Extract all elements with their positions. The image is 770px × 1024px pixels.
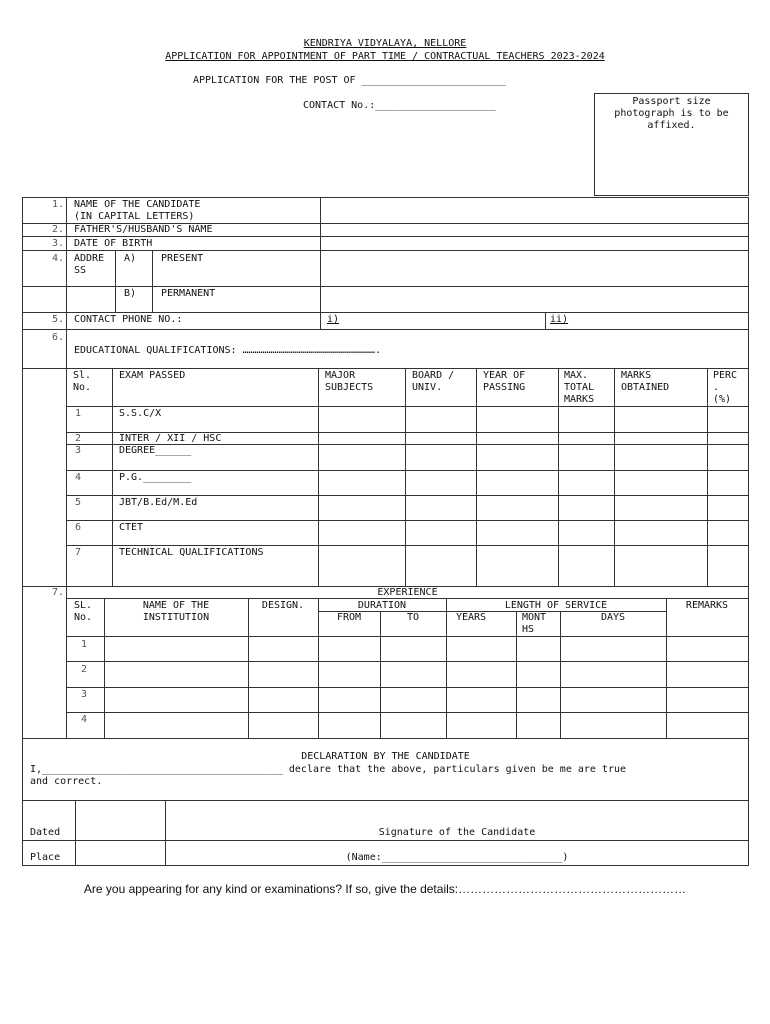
form-title: APPLICATION FOR APPOINTMENT OF PART TIME / CONTRACTUAL TEACHERS 2023-2024: [165, 51, 605, 62]
dated-label: Dated: [30, 827, 61, 838]
experience-title: EXPERIENCE: [377, 587, 438, 598]
row-number: 5.: [52, 314, 65, 325]
edu-header-year: YEAR OF PASSING: [483, 370, 526, 393]
permanent-address-label: PERMANENT: [161, 288, 216, 299]
edu-header-max-marks: MAX. TOTAL MARKS: [564, 370, 595, 405]
declaration-text: I,________________________________________ declare that the above, particulars given be me are true and correct.: [30, 764, 627, 787]
school-name: KENDRIYA VIDYALAYA, NELLORE: [303, 38, 467, 49]
edu-row-sl: 1: [75, 408, 82, 419]
edu-row-exam: S.S.C/X: [119, 408, 162, 419]
present-address-label: PRESENT: [161, 253, 204, 264]
phone-1-field[interactable]: i): [327, 314, 340, 325]
edu-header-subjects: MAJOR SUBJECTS: [325, 370, 374, 393]
row-number: 3.: [52, 238, 65, 249]
dob-field[interactable]: [322, 238, 746, 249]
exp-row-sl: 2: [81, 664, 88, 675]
exp-header-years: YEARS: [455, 612, 487, 623]
exp-header-remarks: REMARKS: [685, 600, 729, 611]
dob-label: DATE OF BIRTH: [74, 238, 153, 249]
exp-header-from: FROM: [336, 612, 362, 623]
exp-row-sl: 4: [81, 714, 88, 725]
place-field[interactable]: [77, 842, 164, 864]
edu-row-exam: INTER / XII / HSC: [119, 433, 222, 444]
edu-row-sl: 7: [75, 547, 82, 558]
exp-header-to: TO: [406, 612, 420, 623]
candidate-name-field[interactable]: [322, 199, 746, 221]
exp-row-sl: 1: [81, 639, 88, 650]
edu-row-sl: 4: [75, 472, 82, 483]
exp-header-design: DESIGN.: [261, 600, 305, 611]
candidate-name-label: NAME OF THE CANDIDATE (IN CAPITAL LETTERS): [74, 199, 201, 222]
edu-row-exam: TECHNICAL QUALIFICATIONS: [119, 547, 264, 558]
exp-header-length: LENGTH OF SERVICE: [504, 600, 608, 611]
edu-row-exam: CTET: [119, 522, 144, 533]
address-a-marker: A): [124, 253, 137, 264]
dated-field[interactable]: [77, 802, 164, 839]
permanent-address-field[interactable]: [322, 288, 746, 311]
row-number: 2.: [52, 224, 65, 235]
exp-header-days: DAYS: [600, 612, 626, 623]
exam-details-question: Are you appearing for any kind or examinations? If so, give the details:…………………………………………………: [83, 882, 687, 896]
row-number: 1.: [52, 199, 65, 210]
edu-row-sl: 6: [75, 522, 82, 533]
exp-row-sl: 3: [81, 689, 88, 700]
edu-row-exam: P.G.________: [119, 472, 192, 483]
edu-header-exam: EXAM PASSED: [119, 370, 186, 381]
photo-box[interactable]: [594, 93, 749, 196]
row-number: 6.: [52, 332, 65, 343]
exp-header-sl: SL. No.: [74, 600, 93, 623]
candidate-name-line[interactable]: (Name:______________________________): [345, 852, 569, 863]
post-field[interactable]: APPLICATION FOR THE POST OF ________________________: [193, 75, 507, 86]
address-label: ADDRE SS: [74, 253, 105, 276]
row-number: 7.: [52, 587, 65, 598]
address-b-marker: B): [124, 288, 137, 299]
phone-label: CONTACT PHONE NO.:: [74, 314, 183, 325]
present-address-field[interactable]: [322, 252, 746, 285]
exp-header-months: MONT HS: [522, 612, 547, 635]
edu-header-sl: Sl. No.: [73, 370, 92, 393]
row-number: 4.: [52, 253, 65, 264]
edu-header-percent: PERC . (%): [713, 370, 738, 405]
father-name-field[interactable]: [322, 224, 746, 235]
edu-row-exam: JBT/B.Ed/M.Ed: [119, 497, 198, 508]
contact-field[interactable]: CONTACT No.:____________________: [303, 100, 496, 111]
edu-header-board: BOARD / UNIV.: [412, 370, 455, 393]
declaration-title: DECLARATION BY THE CANDIDATE: [301, 751, 470, 762]
edu-row-sl: 5: [75, 497, 82, 508]
edu-row-exam: DEGREE______: [119, 445, 192, 456]
exp-header-institution: NAME OF THE INSTITUTION: [142, 600, 210, 623]
edu-qualifications-label: EDUCATIONAL QUALIFICATIONS: ………………………………………………………….: [74, 345, 382, 356]
edu-header-marks-obtained: MARKS OBTAINED: [621, 370, 670, 393]
edu-row-sl: 3: [75, 445, 82, 456]
place-label: Place: [30, 852, 61, 863]
signature-label: Signature of the Candidate: [378, 827, 536, 838]
father-name-label: FATHER'S/HUSBAND'S NAME: [74, 224, 213, 235]
phone-2-field[interactable]: ii): [550, 314, 569, 325]
edu-row-sl: 2: [75, 433, 82, 444]
exp-header-duration: DURATION: [357, 600, 407, 611]
photo-label: Passport size photograph is to be affixed.: [614, 96, 729, 131]
